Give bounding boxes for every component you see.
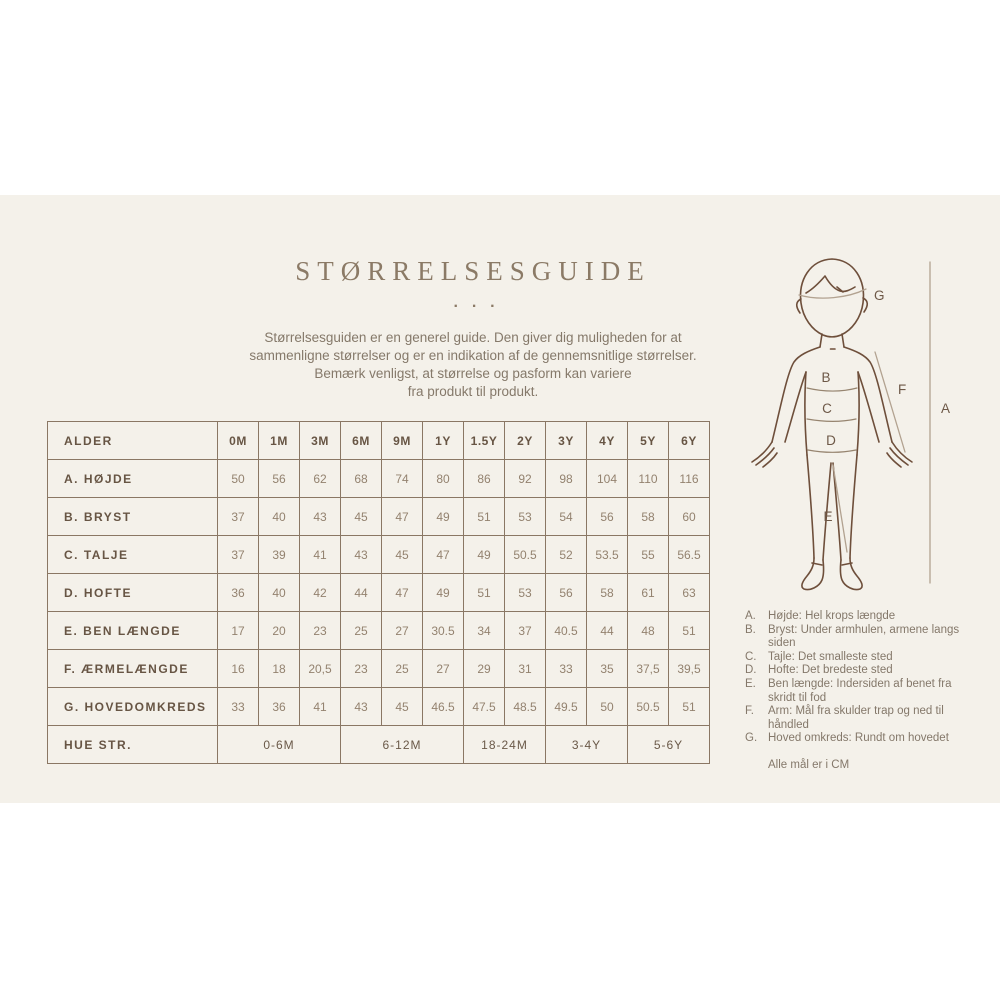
page-title: STØRRELSESGUIDE [295, 256, 651, 286]
legend-letter: A. [745, 610, 756, 622]
value-cell: 47.5 [464, 688, 505, 726]
value-cell: 30.5 [423, 612, 464, 650]
legend-text: Hoved omkreds: Rundt om hovedet [768, 732, 949, 745]
value-cell: 44 [587, 612, 628, 650]
hat-size-group-cell: 3-4Y [546, 726, 628, 764]
value-cell: 49 [464, 536, 505, 574]
label-b: B [821, 370, 831, 385]
value-cell: 31 [505, 650, 546, 688]
value-cell: 53 [505, 574, 546, 612]
size-header-cell: 1M [259, 422, 300, 460]
value-cell: 35 [587, 650, 628, 688]
legend-item [745, 705, 973, 732]
value-cell: 23 [300, 612, 341, 650]
value-cell: 37 [505, 612, 546, 650]
row-label-cell: C. TALJE [48, 536, 218, 574]
size-header-cell: 3M [300, 422, 341, 460]
label-g: G [874, 288, 885, 303]
legend-item [745, 651, 973, 665]
legend-item [745, 678, 973, 705]
legend-text: Tajle: Det smalleste sted [768, 650, 893, 663]
legend-item [745, 732, 973, 746]
hat-size-row [48, 726, 710, 764]
legend-item [745, 610, 973, 624]
value-cell: 25 [382, 650, 423, 688]
legend-text: Ben længde: Indersiden af benet fra skridt til fod [768, 677, 952, 704]
size-header-cell: 1.5Y [464, 422, 505, 460]
value-cell: 45 [382, 536, 423, 574]
size-header-cell: 2Y [505, 422, 546, 460]
value-cell: 110 [628, 460, 669, 498]
legend [745, 610, 973, 773]
measurement-row [48, 536, 710, 574]
value-cell: 23 [341, 650, 382, 688]
measurement-row [48, 498, 710, 536]
value-cell: 98 [546, 460, 587, 498]
value-cell: 44 [341, 574, 382, 612]
value-cell: 51 [464, 574, 505, 612]
value-cell: 48.5 [505, 688, 546, 726]
dots-divider: ··· [453, 298, 509, 315]
value-cell: 53 [505, 498, 546, 536]
value-cell: 58 [587, 574, 628, 612]
row-label-cell: A. HØJDE [48, 460, 218, 498]
value-cell: 47 [382, 574, 423, 612]
value-cell: 20,5 [300, 650, 341, 688]
value-cell: 49 [423, 498, 464, 536]
value-cell: 40.5 [546, 612, 587, 650]
value-cell: 47 [423, 536, 464, 574]
label-c: C [822, 401, 832, 416]
value-cell: 53.5 [587, 536, 628, 574]
hat-size-group-cell: 0-6M [218, 726, 341, 764]
measurement-row [48, 650, 710, 688]
value-cell: 45 [341, 498, 382, 536]
hat-size-group-cell: 5-6Y [628, 726, 710, 764]
intro-line: sammenligne størrelser og er en indikation af de gennemsnitlige størrelser. [249, 348, 697, 363]
label-a: A [941, 401, 951, 416]
table-header-row [48, 422, 710, 460]
value-cell: 17 [218, 612, 259, 650]
figure-labels [821, 288, 950, 524]
table-body [48, 460, 710, 764]
value-cell: 116 [669, 460, 710, 498]
value-cell: 45 [382, 688, 423, 726]
value-cell: 58 [628, 498, 669, 536]
legend-letter: C. [745, 650, 757, 663]
value-cell: 41 [300, 536, 341, 574]
value-cell: 55 [628, 536, 669, 574]
intro-line: Størrelsesguiden er en generel guide. Den giver dig muligheden for at [264, 330, 682, 345]
value-cell: 52 [546, 536, 587, 574]
value-cell: 50 [218, 460, 259, 498]
size-header-cell: 6Y [669, 422, 710, 460]
legend-letter: G. [745, 732, 758, 745]
value-cell: 56.5 [669, 536, 710, 574]
value-cell: 50.5 [628, 688, 669, 726]
value-cell: 43 [341, 688, 382, 726]
measurement-row [48, 574, 710, 612]
value-cell: 50.5 [505, 536, 546, 574]
legend-letter: E. [745, 677, 756, 690]
legend-text: Arm: Mål fra skulder trap og ned til håndled [768, 705, 944, 731]
value-cell: 61 [628, 574, 669, 612]
value-cell: 18 [259, 650, 300, 688]
value-cell: 62 [300, 460, 341, 498]
age-header-cell: ALDER [48, 422, 218, 460]
value-cell: 47 [382, 498, 423, 536]
legend-list [745, 610, 973, 746]
intro-line: Bemærk venligst, at størrelse og pasform kan variere [314, 366, 632, 381]
value-cell: 37 [218, 498, 259, 536]
value-cell: 48 [628, 612, 669, 650]
size-header-cell: 9M [382, 422, 423, 460]
intro-line: fra produkt til produkt. [407, 384, 539, 399]
value-cell: 42 [300, 574, 341, 612]
value-cell: 43 [341, 536, 382, 574]
units-note: Alle mål er i CM [768, 758, 850, 771]
measurement-row [48, 612, 710, 650]
label-e: E [823, 509, 833, 524]
row-label-cell: HUE STR. [48, 726, 218, 764]
value-cell: 46.5 [423, 688, 464, 726]
value-cell: 33 [218, 688, 259, 726]
value-cell: 63 [669, 574, 710, 612]
value-cell: 39 [259, 536, 300, 574]
size-table [47, 421, 710, 764]
value-cell: 56 [587, 498, 628, 536]
value-cell: 40 [259, 498, 300, 536]
value-cell: 51 [669, 612, 710, 650]
value-cell: 29 [464, 650, 505, 688]
value-cell: 49.5 [546, 688, 587, 726]
value-cell: 86 [464, 460, 505, 498]
row-label-cell: B. BRYST [48, 498, 218, 536]
value-cell: 51 [669, 688, 710, 726]
measurement-row [48, 460, 710, 498]
legend-item [745, 664, 973, 678]
value-cell: 39,5 [669, 650, 710, 688]
legend-text: Hofte: Det bredeste sted [768, 664, 893, 677]
legend-letter: D. [745, 664, 757, 677]
value-cell: 37,5 [628, 650, 669, 688]
value-cell: 36 [259, 688, 300, 726]
value-cell: 40 [259, 574, 300, 612]
legend-text: Bryst: Under armhulen, armene langs siden [768, 623, 960, 650]
value-cell: 20 [259, 612, 300, 650]
label-d: D [826, 433, 836, 448]
legend-letter: B. [745, 623, 756, 636]
value-cell: 36 [218, 574, 259, 612]
value-cell: 104 [587, 460, 628, 498]
value-cell: 60 [669, 498, 710, 536]
value-cell: 56 [546, 574, 587, 612]
value-cell: 34 [464, 612, 505, 650]
value-cell: 37 [218, 536, 259, 574]
value-cell: 56 [259, 460, 300, 498]
legend-text: Højde: Hel krops længde [768, 610, 896, 622]
value-cell: 92 [505, 460, 546, 498]
value-cell: 49 [423, 574, 464, 612]
size-header-cell: 5Y [628, 422, 669, 460]
value-cell: 27 [382, 612, 423, 650]
legend-letter: F. [745, 705, 754, 718]
value-cell: 80 [423, 460, 464, 498]
value-cell: 43 [300, 498, 341, 536]
value-cell: 50 [587, 688, 628, 726]
legend-item [745, 624, 973, 651]
value-cell: 74 [382, 460, 423, 498]
value-cell: 33 [546, 650, 587, 688]
size-header-cell: 3Y [546, 422, 587, 460]
row-label-cell: D. HOFTE [48, 574, 218, 612]
hat-size-group-cell: 6-12M [341, 726, 464, 764]
size-header-cell: 0M [218, 422, 259, 460]
value-cell: 27 [423, 650, 464, 688]
row-label-cell: E. BEN LÆNGDE [48, 612, 218, 650]
measurement-row [48, 688, 710, 726]
label-f: F [898, 382, 907, 397]
row-label-cell: G. HOVEDOMKREDS [48, 688, 218, 726]
size-header-cell: 1Y [423, 422, 464, 460]
value-cell: 54 [546, 498, 587, 536]
row-label-cell: F. ÆRMELÆNGDE [48, 650, 218, 688]
value-cell: 16 [218, 650, 259, 688]
hat-size-group-cell: 18-24M [464, 726, 546, 764]
value-cell: 41 [300, 688, 341, 726]
size-header-cell: 4Y [587, 422, 628, 460]
size-header-cell: 6M [341, 422, 382, 460]
value-cell: 68 [341, 460, 382, 498]
value-cell: 25 [341, 612, 382, 650]
value-cell: 51 [464, 498, 505, 536]
figure-outline [752, 259, 912, 590]
body-measurement-figure [740, 248, 970, 603]
child-figure-illustration [740, 248, 970, 603]
